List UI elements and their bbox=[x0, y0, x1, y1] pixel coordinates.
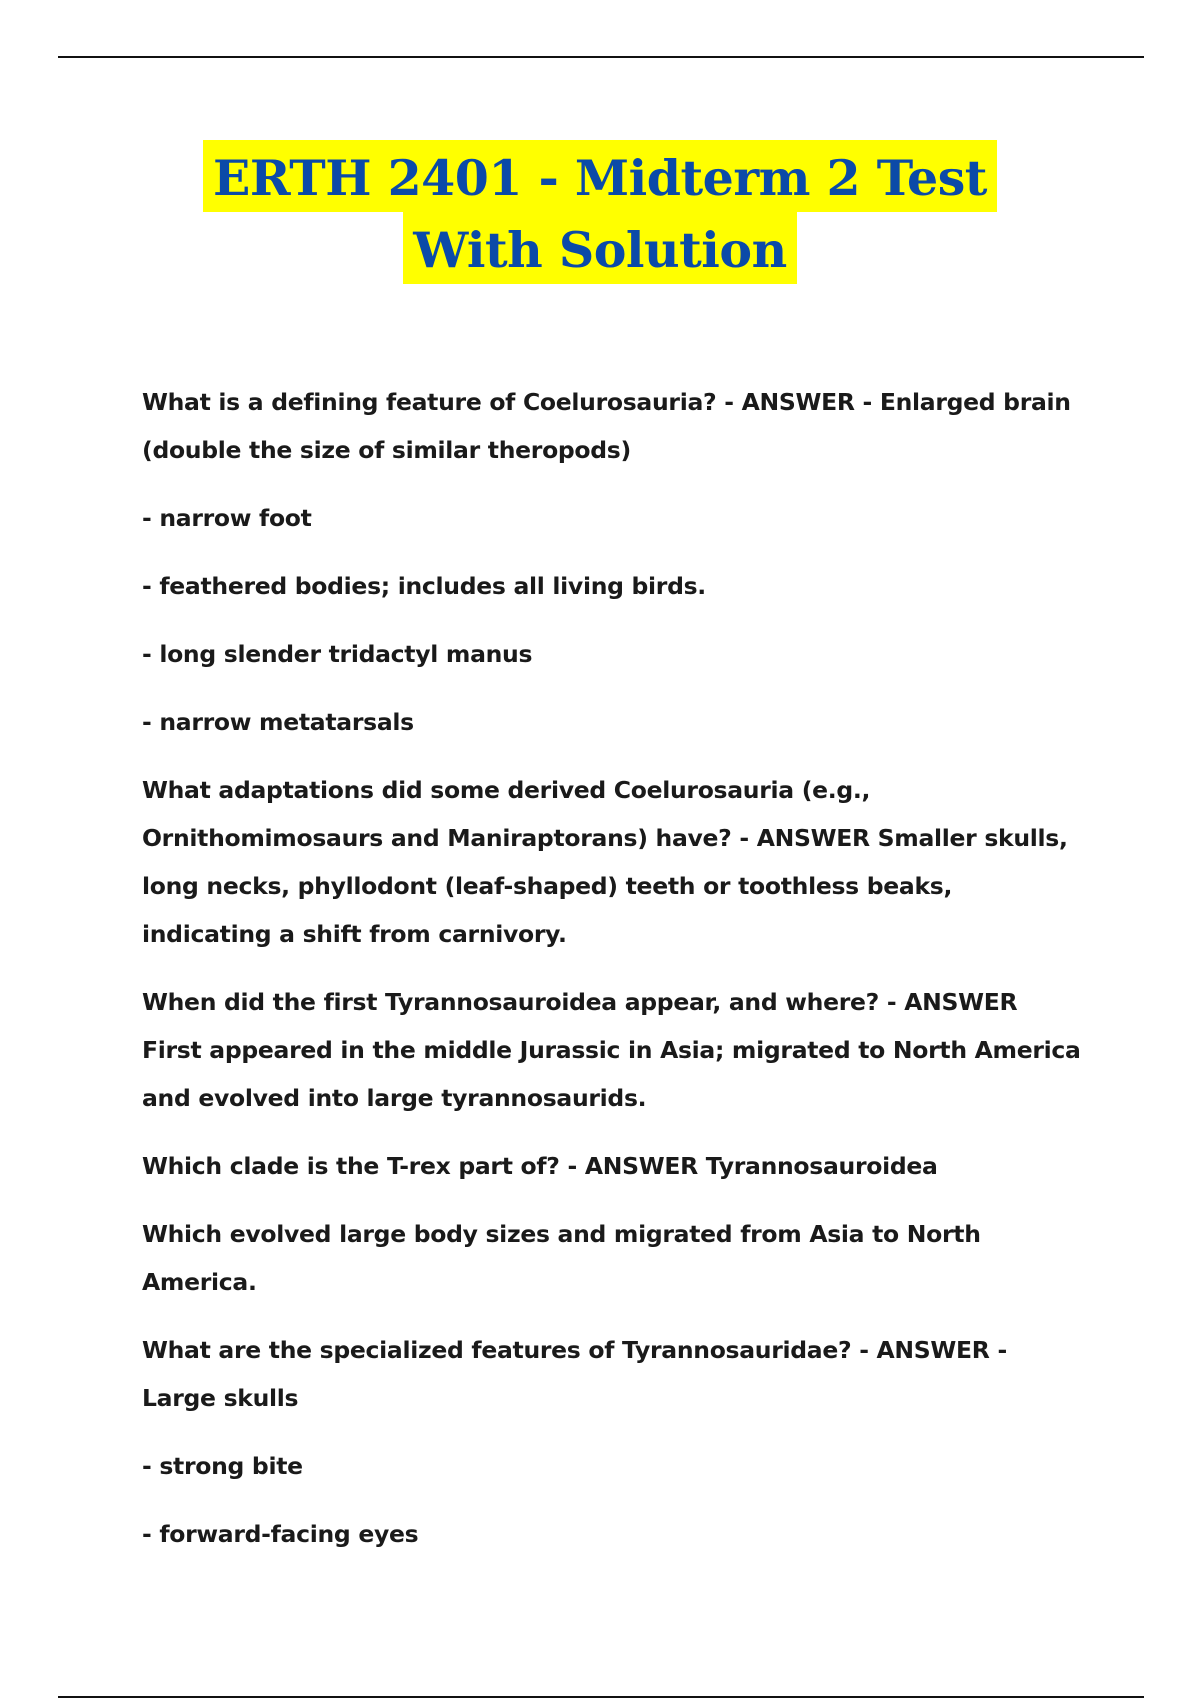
answer-bullet-tridactyl-manus: - long slender tridactyl manus bbox=[142, 640, 533, 668]
question-tyrannosauridae-features: What are the specialized features of Tyrannosauridae? - ANSWER - Large skulls bbox=[142, 1336, 1007, 1412]
document-title bbox=[0, 140, 1200, 284]
question-first-tyrannosauroidea: When did the first Tyrannosauroidea appear, and where? - ANSWER First appeared in the middle Jurassic in Asia; migrated to North America and evolved into large tyrannosaurids. bbox=[142, 988, 1081, 1112]
question-derived-coelurosauria-adaptations: What adaptations did some derived Coelurosauria (e.g., Ornithomimosaurs and Maniraptorans) have? - ANSWER Smaller skulls, long necks, phyllodont (leaf-shaped) teeth or toothless beaks, indicating a shift from carnivory. bbox=[142, 776, 1068, 948]
question-trex-clade: Which clade is the T-rex part of? - ANSWER Tyrannosauroidea bbox=[142, 1152, 938, 1180]
title-line-2: With Solution bbox=[403, 212, 796, 284]
question-coelurosauria-feature: What is a defining feature of Coelurosauria? - ANSWER - Enlarged brain (double the size of similar theropods) bbox=[142, 388, 1071, 464]
title-line-1: ERTH 2401 - Midterm 2 Test bbox=[203, 140, 997, 212]
statement-large-body-sizes: Which evolved large body sizes and migrated from Asia to North America. bbox=[142, 1220, 981, 1296]
answer-bullet-narrow-foot: - narrow foot bbox=[142, 504, 312, 532]
bottom-rule bbox=[58, 1696, 1144, 1698]
answer-bullet-feathered-bodies: - feathered bodies; includes all living birds. bbox=[142, 572, 706, 600]
answer-bullet-narrow-metatarsals: - narrow metatarsals bbox=[142, 708, 414, 736]
top-rule bbox=[58, 56, 1144, 58]
answer-bullet-strong-bite: - strong bite bbox=[142, 1452, 303, 1480]
answer-bullet-forward-facing-eyes: - forward-facing eyes bbox=[142, 1520, 419, 1548]
document-body bbox=[142, 378, 1082, 1578]
